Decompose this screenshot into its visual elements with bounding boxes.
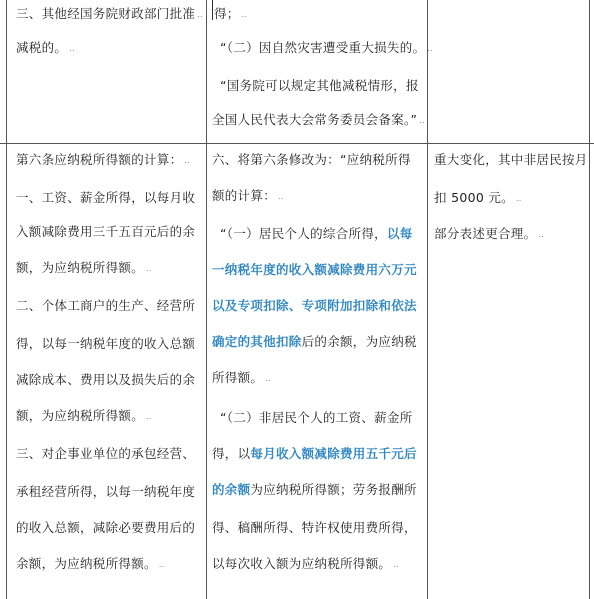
text-line: 扣 5000 元。 ..: [434, 190, 522, 205]
text-line: 承租经营所得，以每一纳税年度: [16, 484, 196, 499]
table-border-left: [6, 0, 7, 599]
text-line: 额的计算： ..: [212, 188, 284, 203]
table-border-right: [589, 0, 590, 599]
text-line: 减税的。 ..: [16, 40, 75, 55]
text-line: 得，以每一纳税年度的收入总额: [16, 336, 196, 351]
text-line: 全国人民代表大会常务委员会备案。” ..: [212, 112, 426, 127]
text-line: 一、工资、薪金所得，以每月收: [16, 190, 196, 205]
text-line: 第六条应纳税所得额的计算： ..: [16, 152, 191, 167]
table-border-col2: [427, 0, 428, 599]
text-line: 额，为应纳税所得额。 ..: [16, 260, 152, 275]
row1-col2-cell: [212, 0, 434, 143]
text-line: 所得额。 ..: [212, 370, 271, 385]
text-line: 的余额为应纳税所得额；劳务报酬所: [212, 482, 417, 497]
text-line: 入额减除费用三千五百元后的余: [16, 224, 196, 239]
text-line: 余额，为应纳税所得额。 ..: [16, 556, 165, 571]
text-line: 一纳税年度的收入额减除费用六万元: [212, 262, 417, 277]
text-line: 重大变化，其中非居民按月: [434, 152, 588, 167]
row2-col3-cell: [434, 144, 588, 599]
text-cursor: [212, 0, 213, 20]
row2-col1-cell: [16, 144, 204, 599]
text-line: 三、对企事业单位的承包经营、: [16, 446, 196, 461]
text-line: 三、其他经国务院财政部门批准 ..: [16, 6, 203, 21]
text-line: 以每次收入额为应纳税所得额。 ..: [212, 556, 399, 571]
text-line: “（二）因自然灾害遭受重大损失的。 ..: [220, 40, 434, 55]
text-line: 二、个体工商户的生产、经营所: [16, 298, 196, 313]
row2-col2-cell: [212, 144, 426, 599]
text-line: 得，以每月收入额减除费用五千元后: [212, 446, 417, 461]
text-line: 的收入总额，减除必要费用后的: [16, 520, 196, 535]
text-line: 确定的其他扣除后的余额，为应纳税: [212, 334, 417, 349]
text-line: “（二）非居民个人的工资、薪金所: [220, 410, 413, 425]
text-line: 额，为应纳税所得额。 ..: [16, 408, 152, 423]
row1-col1-cell: [16, 0, 204, 143]
text-line: 得、稿酬所得、特许权使用费所得，: [212, 520, 417, 535]
text-line: “国务院可以规定其他减税情形，报: [220, 78, 419, 93]
text-line: 部分表述更合理。 ..: [434, 226, 545, 241]
text-line: 六、将第六条修改为：“应纳税所得: [212, 152, 411, 167]
text-line: 得； ..: [214, 6, 248, 21]
text-line: “（一）居民个人的综合所得，以每: [220, 226, 413, 241]
text-line: 减除成本、费用以及损失后的余: [16, 372, 196, 387]
table-border-col1: [206, 0, 207, 599]
text-line: 以及专项扣除、专项附加扣除和依法: [212, 298, 417, 313]
